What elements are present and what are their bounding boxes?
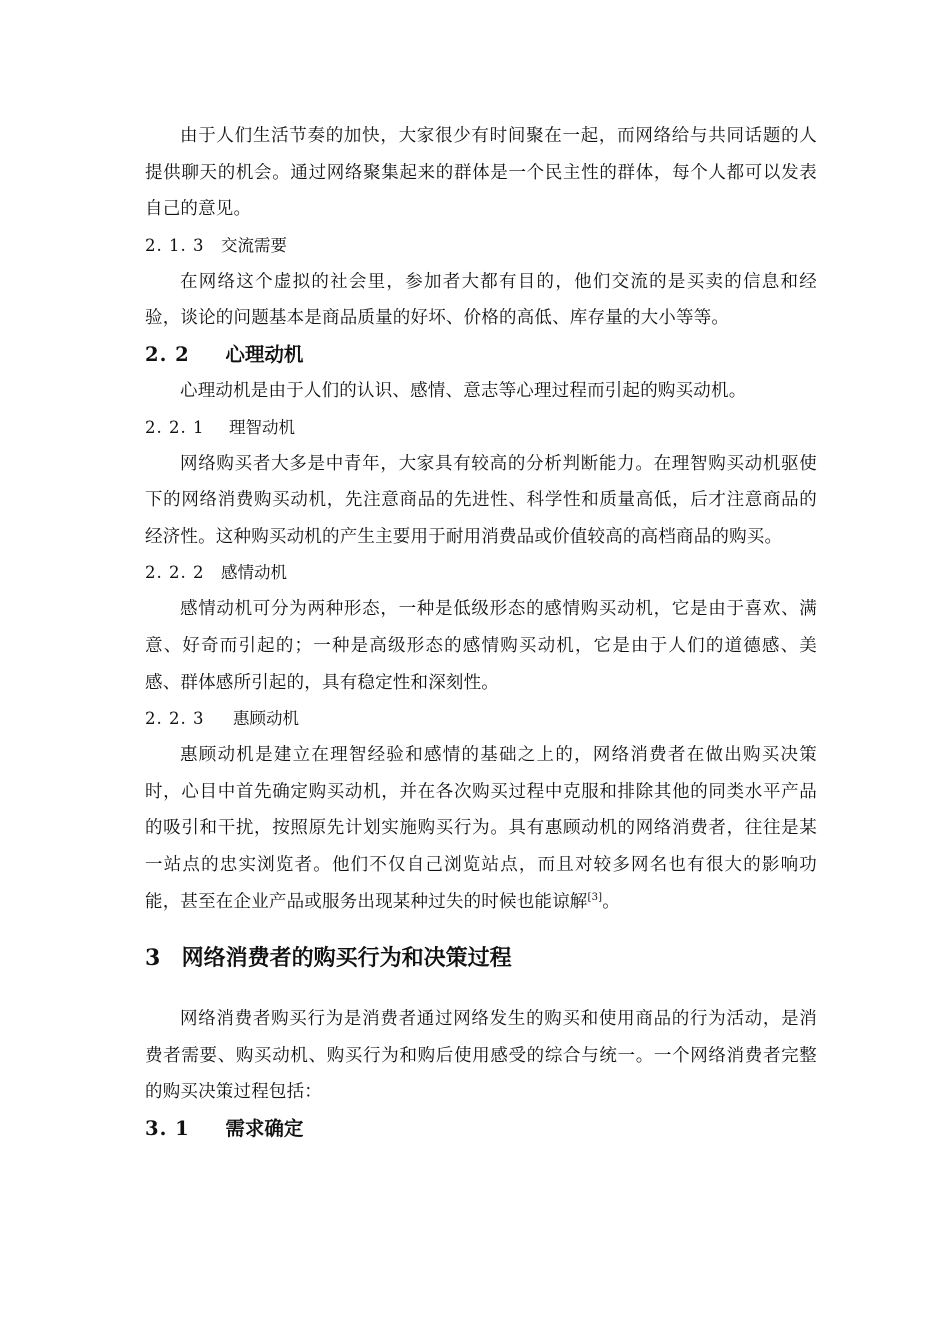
heading-2-2-2 [145,555,817,591]
citation-marker: [3] [587,891,603,903]
heading-number: 2. 2. 3 [145,709,205,729]
heading-title: 惠顾动机 [232,709,299,729]
paragraph-psychological-motive: 心理动机是由于人们的认识、感情、意志等心理过程而引起的购买动机。 [180,380,747,401]
document-body [145,118,817,1147]
heading-2-1-3 [145,228,817,264]
heading-2-2 [145,337,817,373]
heading-title: 交流需要 [220,235,287,255]
heading-3 [145,938,817,979]
paragraph-patronage-motive [145,737,817,920]
heading-number: 2. 1. 3 [145,235,205,255]
heading-title: 感情动机 [220,563,287,583]
heading-title: 理智动机 [228,417,295,437]
heading-title: 心理动机 [225,342,304,366]
heading-number: 2. 2. 1 [145,417,205,437]
paragraph-communication-need: 在网络这个虚拟的社会里，参加者大都有目的，他们交流的是买卖的信息和经验，谈论的问题基本是商品质量的好坏、价格的高低、库存量的大小等等。 [145,271,817,329]
heading-title: 网络消费者的购买行为和决策过程 [181,946,512,972]
heading-number: 2. 2 [145,342,190,366]
paragraph-social-need: 由于人们生活节奏的加快，大家很少有时间聚在一起，而网络给与共同话题的人提供聊天的机会。通过网络聚集起来的群体是一个民主性的群体，每个人都可以发表自己的意见。 [145,126,817,220]
heading-number: 2. 2. 2 [145,563,205,583]
heading-3-1 [145,1111,817,1147]
paragraph-rational-motive: 网络购买者大多是中青年，大家具有较高的分析判断能力。在理智购买动机驱使下的网络消费购买动机，先注意商品的先进性、科学性和质量高低，后才注意商品的经济性。这种购买动机的产生主要用于耐用消费品或价值较高的高档商品的购买。 [145,453,817,547]
paragraph-purchase-behavior: 网络消费者购买行为是消费者通过网络发生的购买和使用商品的行为活动，是消费者需要、购买动机、购买行为和购后使用感受的综合与统一。一个网络消费者完整的购买决策过程包括： [145,1009,817,1103]
paragraph-text: 惠顾动机是建立在理智经验和感情的基础之上的，网络消费者在做出购买决策时，心目中首先确定购买动机，并在各次购买过程中克服和排除其他的同类水平产品的吸引和干扰，按照原先计划实施购买行为。具有惠顾动机的网络消费者，往往是某一站点的忠实浏览者。他们不仅自己浏览站点，而且对较多网名也有很大的影响功能，甚至在企业产品或服务出现某种过失的时候也能谅解 [145,745,817,912]
heading-number: 3. 1 [145,1116,190,1140]
heading-number: 3 [145,945,161,972]
heading-2-2-3 [145,701,817,737]
paragraph-emotional-motive: 感情动机可分为两种形态，一种是低级形态的感情购买动机，它是由于喜欢、满意、好奇而引起的；一种是高级形态的感情购买动机，它是由于人们的道德感、美感、群体感所引起的，具有稳定性和深刻性。 [145,599,817,693]
heading-2-2-1 [145,410,817,446]
paragraph-end-mark: 。 [602,891,620,912]
heading-title: 需求确定 [225,1116,304,1140]
